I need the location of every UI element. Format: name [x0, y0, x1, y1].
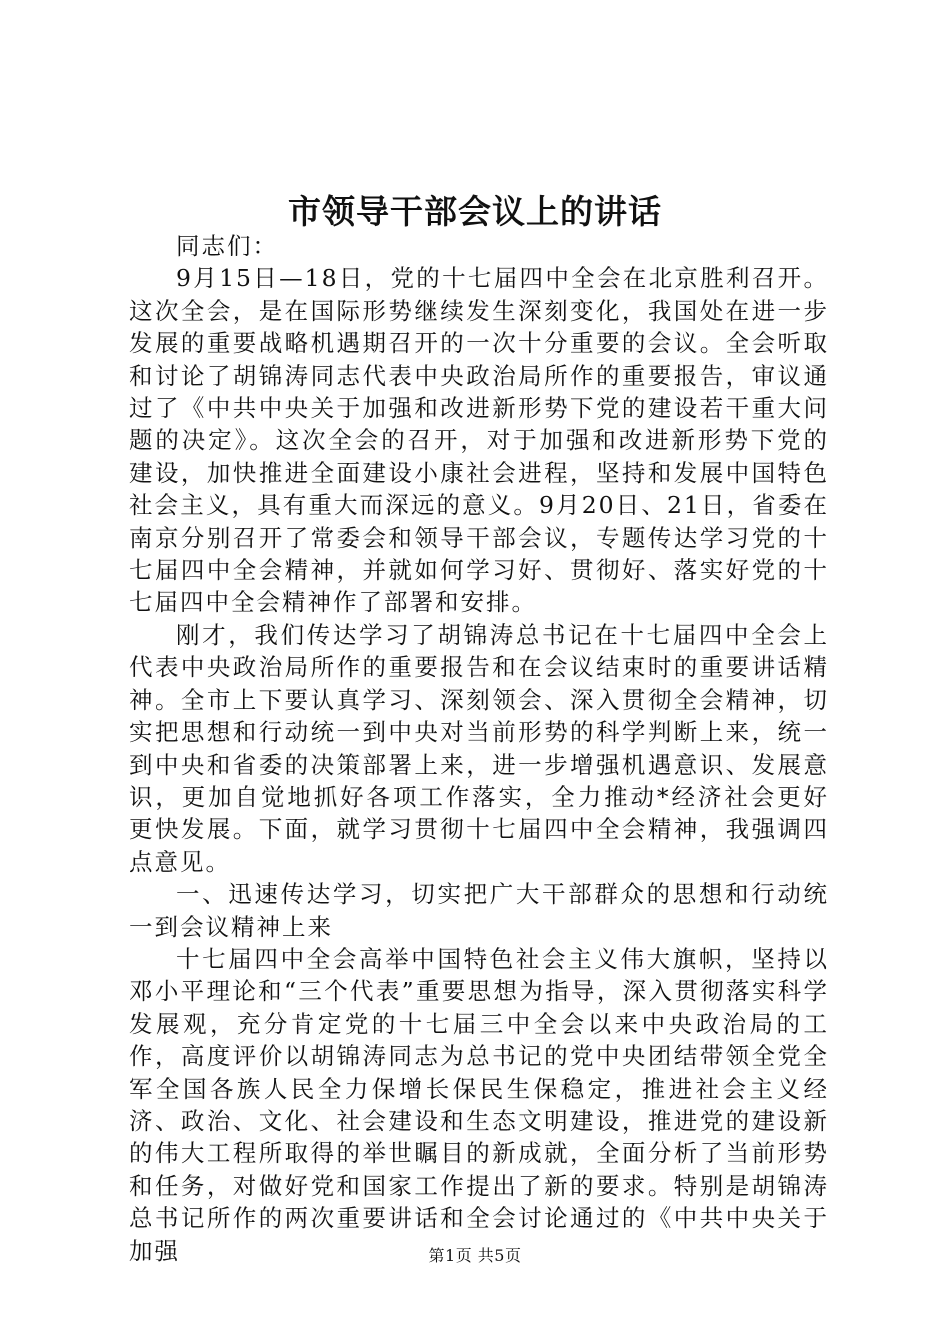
greeting: 同志们：	[176, 232, 278, 260]
document-title: 市领导干部会议上的讲话	[288, 192, 662, 231]
paragraph-1: 9月15日—18日，党的十七届四中全会在北京胜利召开。这次全会，是在国际形势继续发生深刻变化，我国处在进一步发展的重要战略机遇期召开的一次十分重要的会议。全会听取和讨论了胡锦涛同志代表中央政治局所作的重要报告，审议通过了《中共中央关于加强和改进新形势下党的建设若干重大问题的决定》。这次全会的召开，对于加强和改进新形势下党的建设，加快推进全面建设小康社会进程，坚持和发展中国特色社会主义，具有重大而深远的意义。9月20日、21日，省委在南京分别召开了常委会和领导干部会议，专题传达学习党的十七届四中全会精神，并就如何学习好、贯彻好、落实好党的十七届四中全会精神作了部署和安排。	[129, 264, 829, 617]
paragraph-2: 刚才，我们传达学习了胡锦涛总书记在十七届四中全会上代表中央政治局所作的重要报告和在会议结束时的重要讲话精神。全市上下要认真学习、深刻领会、深入贯彻全会精神，切实把思想和行动统一到中央对当前形势的科学判断上来，统一到中央和省委的决策部署上来，进一步增强机遇意识、发展意识，更加自觉地抓好各项工作落实，全力推动*经济社会更好更快发展。下面，就学习贯彻十七届四中全会精神，我强调四点意见。	[129, 620, 829, 876]
document-body	[129, 230, 829, 1267]
section-heading-1: 一、迅速传达学习，切实把广大干部群众的思想和行动统一到会议精神上来	[129, 880, 829, 941]
page-footer: 第1页 共5页	[428, 1246, 522, 1265]
paragraph-3: 十七届四中全会高举中国特色社会主义伟大旗帜，坚持以邓小平理论和“三个代表”重要思想为指导，深入贯彻落实科学发展观，充分肯定党的十七届三中全会以来中央政治局的工作，高度评价以胡锦涛同志为总书记的党中央团结带领全党全军全国各族人民全力保增长保民生保稳定，推进社会主义经济、政治、文化、社会建设和生态文明建设，推进党的建设新的伟大工程所取得的举世瞩目的新成就，全面分析了当前形势和任务，对做好党和国家工作提出了新的要求。特别是胡锦涛总书记所作的两次重要讲话和全会讨论通过的《中共中央关于加强	[129, 944, 829, 1265]
